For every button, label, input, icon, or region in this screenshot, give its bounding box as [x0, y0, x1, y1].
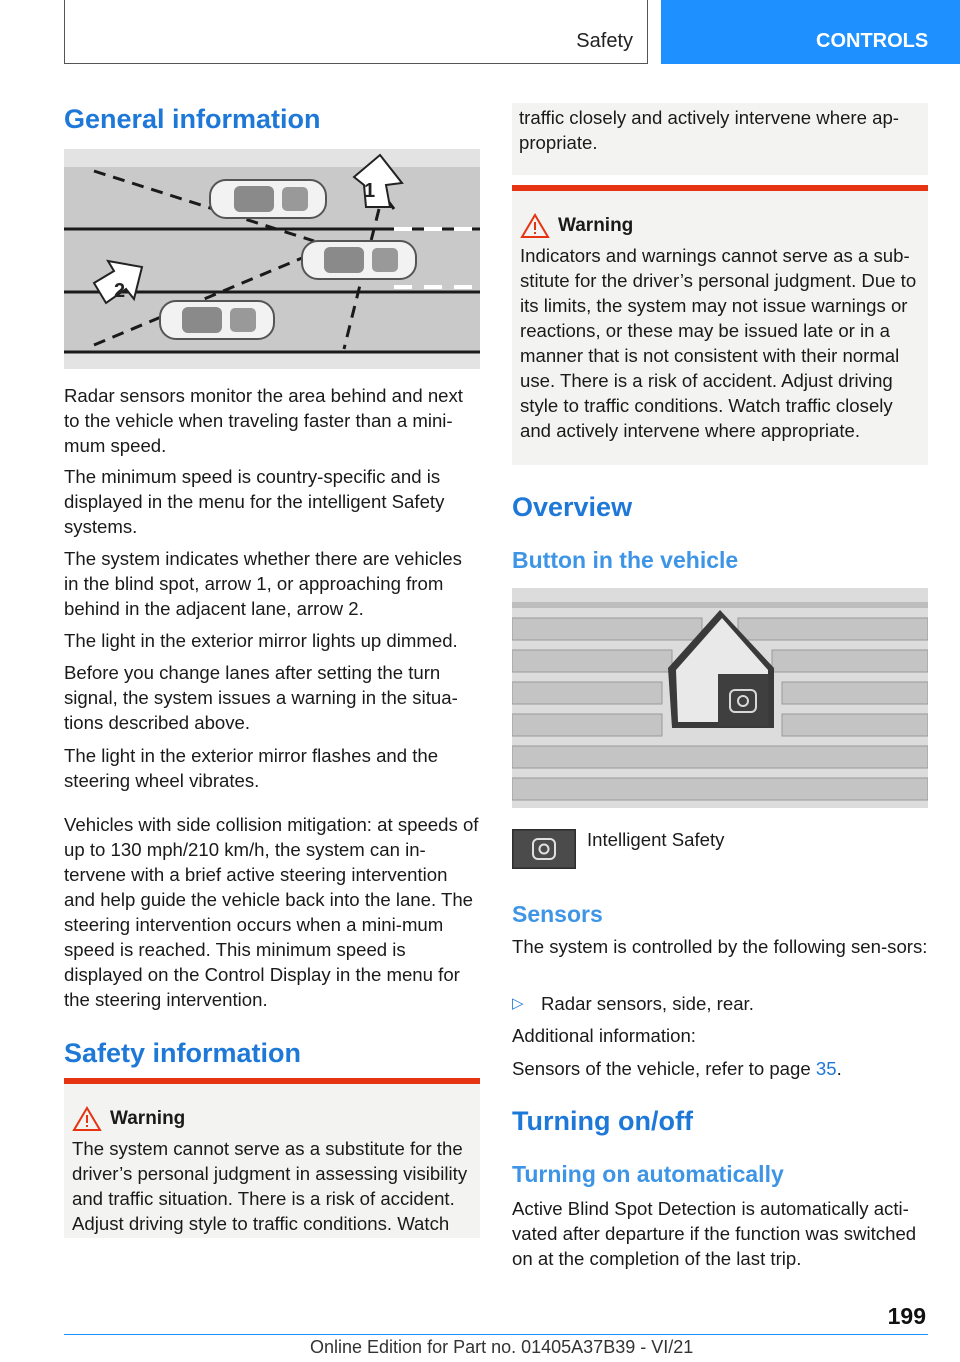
warning-box-1 [64, 1078, 480, 1238]
warning-triangle-icon [72, 1106, 102, 1132]
footer-edition: Online Edition for Part no. 01405A37B39 - VI/21 [310, 1337, 694, 1357]
heading-overview: Overview [512, 492, 633, 522]
warning-triangle-icon [520, 213, 550, 239]
warning-1-continuation [512, 103, 928, 175]
additional-information: Additional information: [512, 1025, 696, 1046]
car-middle [302, 241, 416, 279]
header-chapter-title: CONTROLS [816, 30, 929, 52]
paragraph-radar-sensors: Radar sensors monitor the area behind and next to the vehicle when traveling faster than a mini-mum speed. [64, 385, 463, 456]
warning-1-body: The system cannot serve as a substitute for the driver’s personal judgment in assessing visibility and traffic situation. There is a risk of accident. Adjust driving style to traffic conditions. Watch [72, 1138, 468, 1234]
page-link-35[interactable]: 35 [815, 1058, 837, 1079]
header-section-box [64, 0, 648, 64]
intelligent-safety-label: Intelligent Safety [587, 829, 725, 850]
sensors-reference-text: Sensors of the vehicle, refer to page [512, 1058, 816, 1079]
heading-safety-information: Safety information [64, 1038, 302, 1068]
heading-general-information: General information [64, 104, 321, 134]
sensors-reference [512, 1056, 928, 1081]
paragraph-change-lanes: Before you change lanes after setting the turn signal, the system issues a warning in the situa-tions described above. [64, 662, 458, 733]
arrow-1-label: 1 [364, 180, 376, 202]
header-section-title: Safety [576, 30, 633, 52]
sensors-bullet-radar: Radar sensors, side, rear. [541, 993, 754, 1014]
paragraph-system-indicates: The system indicates whether there are vehicles in the blind spot, arrow 1, or approaching from behind in the adjacent lane, arrow 2. [64, 548, 462, 619]
heading-sensors: Sensors [512, 901, 603, 927]
paragraph-minimum-speed: The minimum speed is country-specific and is displayed in the menu for the intelligent Safety systems. [64, 466, 445, 537]
intelligent-safety-icon [512, 829, 576, 869]
header-chapter-tab [661, 0, 960, 64]
warning-1-title: Warning [110, 1108, 186, 1129]
warning-box-2 [512, 185, 928, 465]
warning-1-continuation-text: traffic closely and actively intervene where ap-propriate. [519, 107, 899, 153]
footer-divider [64, 1334, 928, 1335]
paragraph-auto-activation: Active Blind Spot Detection is automatically acti-vated after departure if the function was switched on at the completion of the last trip. [512, 1198, 917, 1269]
heading-button-in-vehicle: Button in the vehicle [512, 547, 739, 573]
paragraph-mirror-dimmed: The light in the exterior mirror lights up dimmed. [64, 630, 458, 651]
heading-turning-on-automatically: Turning on automatically [512, 1161, 784, 1187]
heading-turning-on-off: Turning on/off [512, 1106, 693, 1136]
console-button-photo [512, 588, 928, 808]
blind-spot-diagram [64, 149, 480, 369]
warning-2-body: Indicators and warnings cannot serve as a sub-stitute for the driver’s personal judgment. Due to its limits, the system may not issue warnings or reactions, or these may be issued late or in a manner that is not consistent with their normal use. There is a risk of accident. Adjust driving style to traffic conditions. Watch traffic closely and actively intervene where appropriate. [520, 245, 917, 441]
warning-2-title: Warning [558, 215, 634, 236]
car-bottom [160, 301, 274, 339]
bullet-marker-icon: ▷ [512, 995, 524, 1012]
sensors-reference-end: . [836, 1058, 842, 1079]
page-number: 199 [887, 1303, 926, 1329]
arrow-2-label: 2 [114, 280, 126, 302]
sensors-intro: The system is controlled by the following sen-sors: [512, 936, 928, 957]
paragraph-mirror-flashes: The light in the exterior mirror flashes and the steering wheel vibrates. [64, 745, 439, 791]
car-top [210, 180, 326, 218]
paragraph-side-collision: Vehicles with side collision mitigation: at speeds of up to 130 mph/210 km/h, the system can in-tervene with a brief active steering intervention and help guide the vehicle back into the lane. The steering intervention occurs when a mini-mum speed is reached. This minimum speed is displayed on the Control Display in the menu for the steering intervention. [64, 814, 479, 1010]
